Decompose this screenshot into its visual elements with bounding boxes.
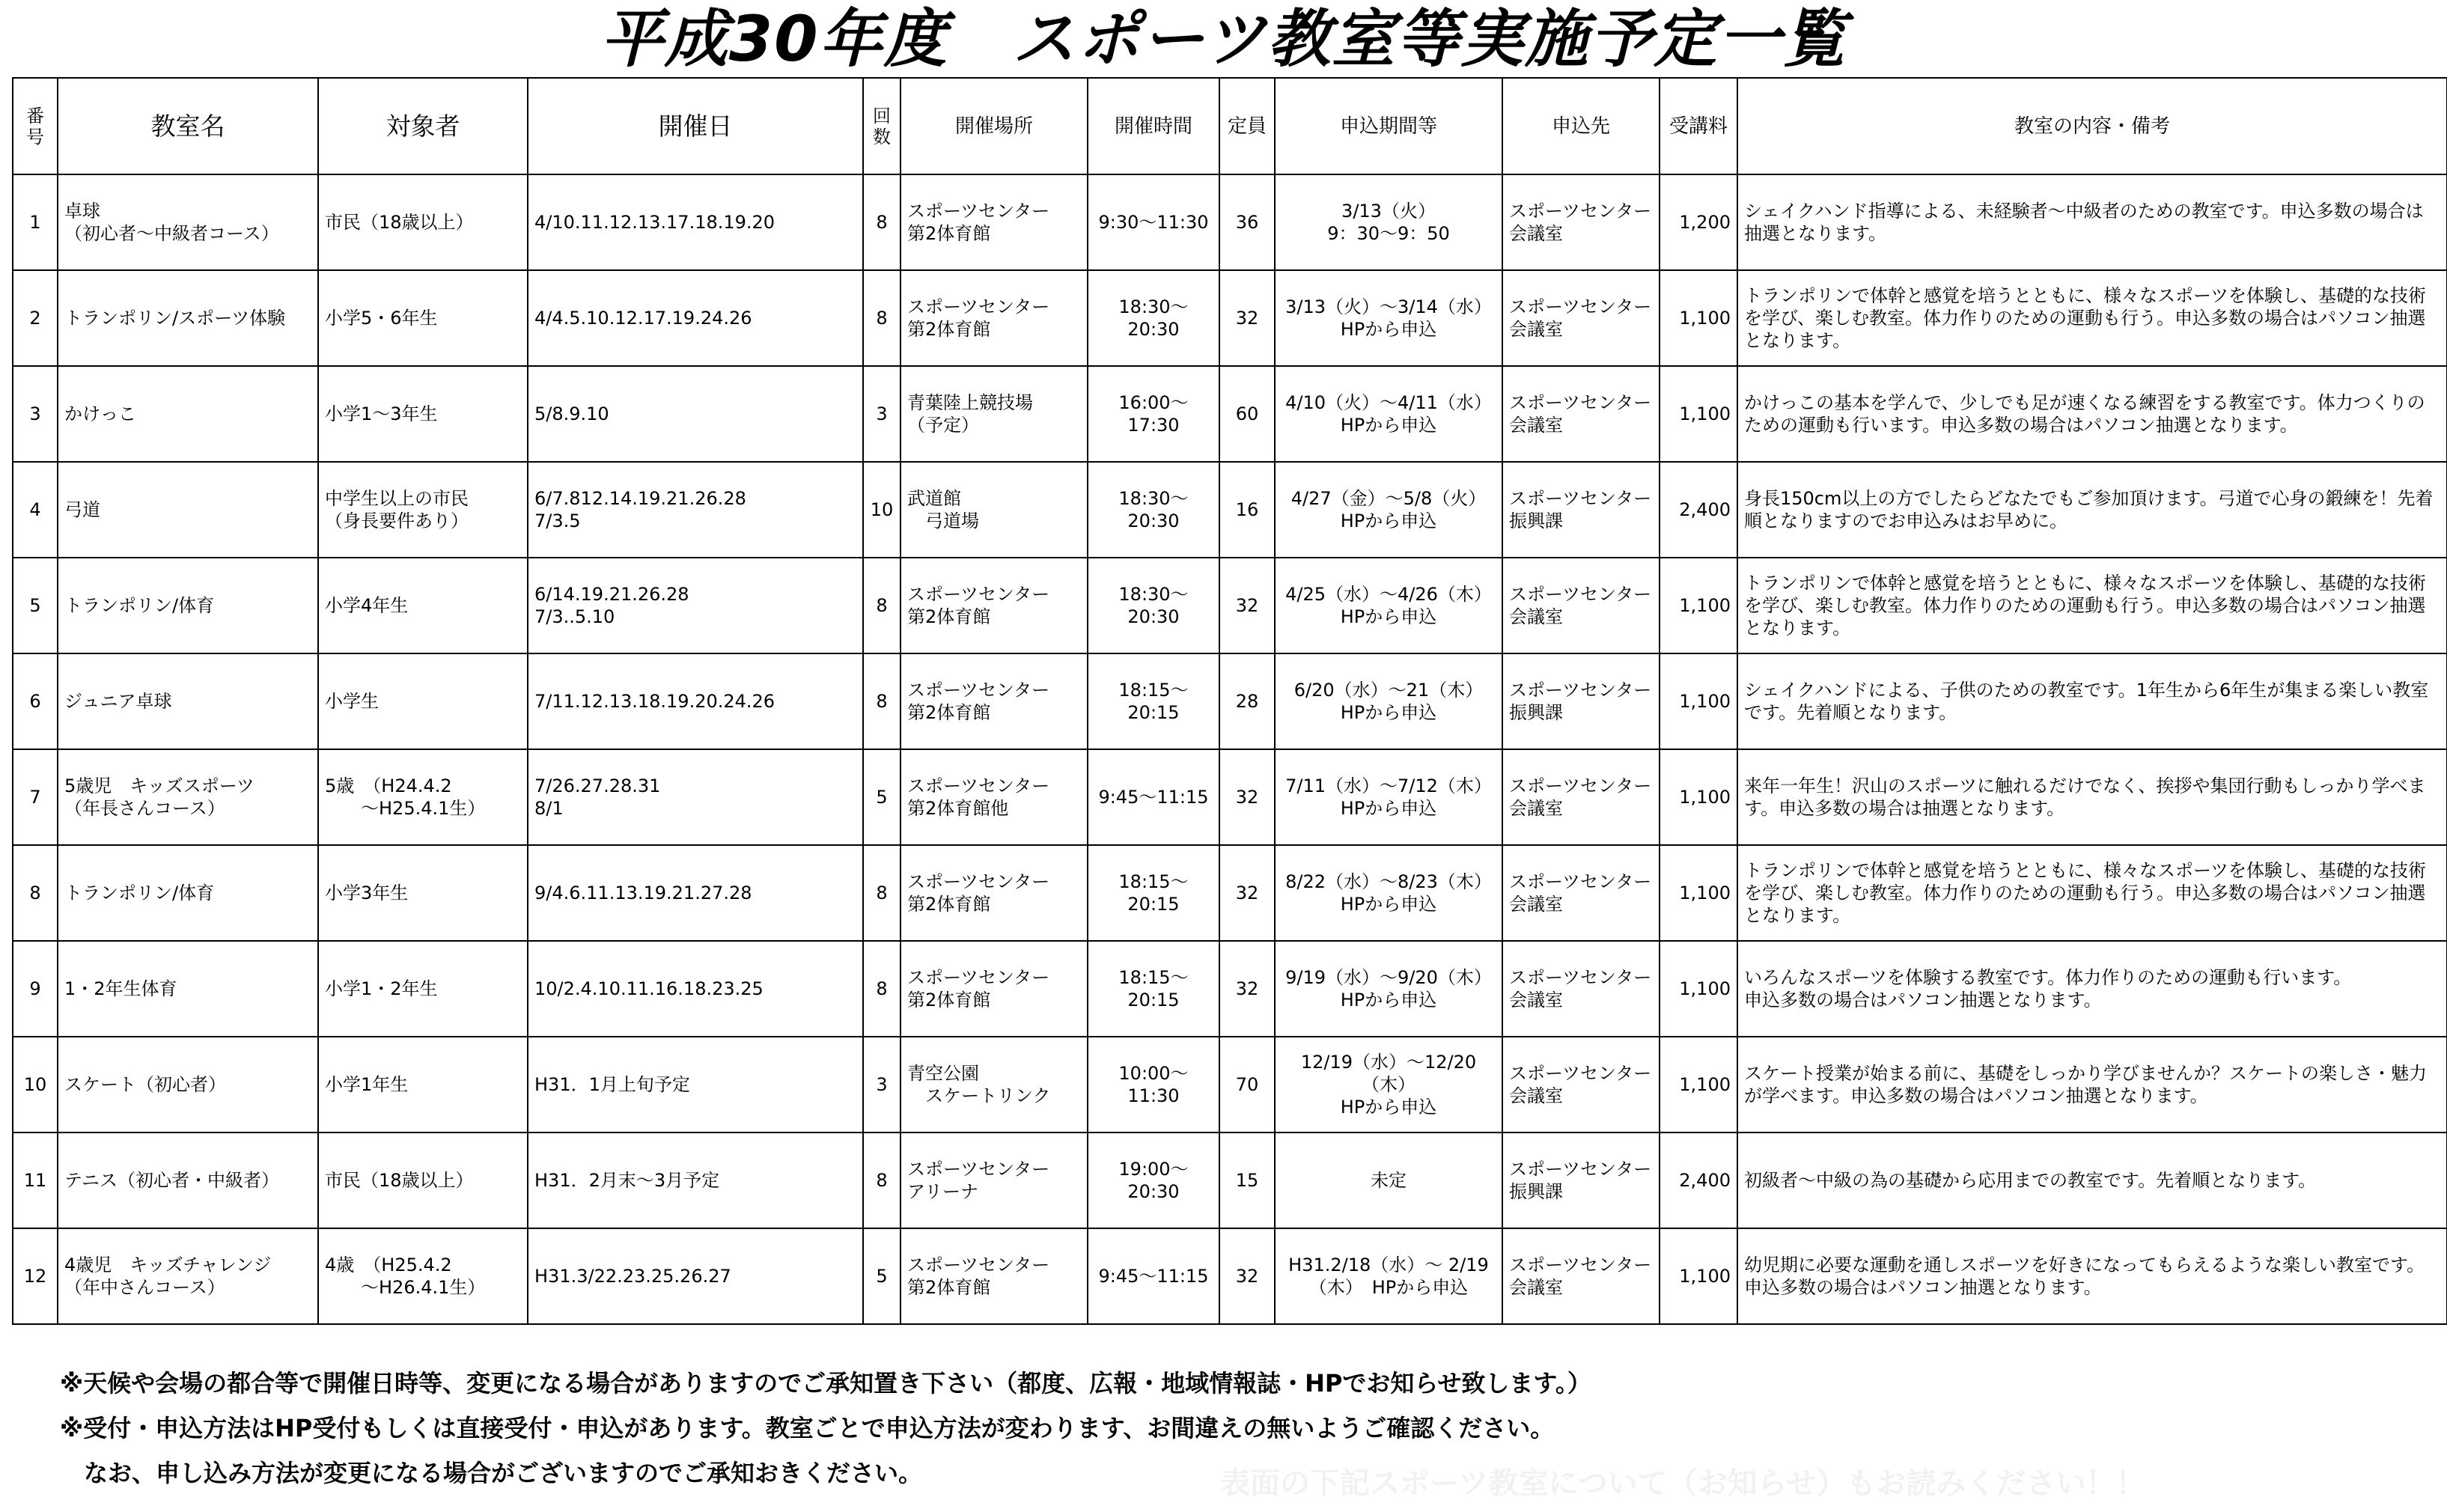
- cell-content: トランポリンで体幹と感覚を培うとともに、様々なスポーツを体験し、基礎的な技術を学び、楽しむ教室。体力作りのための運動も行う。申込多数の場合はパソコン抽選となります。: [1737, 845, 2447, 941]
- cell-content: 身長150cm以上の方でしたらどなたでもご参加頂けます。弓道で心身の鍛練を！先着順となりますのでお申込みはお早めに。: [1737, 462, 2447, 558]
- cell-hours: 9:45～11:15: [1088, 749, 1219, 845]
- footnote-3: なお、申し込み方法が変更になる場合がございますのでご承知おきください。: [60, 1459, 923, 1487]
- cell-dates: 7/11.12.13.18.19.20.24.26: [528, 653, 863, 749]
- cell-target: 小学5・6年生: [318, 270, 528, 366]
- table-row: [13, 749, 2447, 845]
- cell-venue: スポーツセンター 第2体育館: [901, 558, 1088, 653]
- cell-no: 3: [13, 366, 58, 462]
- cell-apply-period: 8/22（水）～8/23（木） HPから申込: [1275, 845, 1502, 941]
- cell-times: 8: [863, 653, 901, 749]
- cell-apply-to: スポーツセンター 会議室: [1502, 941, 1660, 1037]
- cell-venue: スポーツセンター 第2体育館: [901, 1228, 1088, 1324]
- cell-times: 8: [863, 941, 901, 1037]
- cell-no: 8: [13, 845, 58, 941]
- header-capacity: 定員: [1219, 78, 1275, 174]
- cell-name: トランポリン/スポーツ体験: [58, 270, 318, 366]
- cell-times: 8: [863, 845, 901, 941]
- cell-dates: 4/4.5.10.12.17.19.24.26: [528, 270, 863, 366]
- cell-fee: 1,100: [1660, 558, 1737, 653]
- cell-no: 7: [13, 749, 58, 845]
- cell-apply-to: スポーツセンター 振興課: [1502, 462, 1660, 558]
- table-row: [13, 1133, 2447, 1228]
- header-target: 対象者: [318, 78, 528, 174]
- cell-hours: 18:30～20:30: [1088, 462, 1219, 558]
- cell-capacity: 28: [1219, 653, 1275, 749]
- schedule-table: [12, 77, 2447, 1325]
- cell-times: 10: [863, 462, 901, 558]
- faint-notice-text: 表面の下記スポーツ教室について（お知らせ）もお読みください！！: [1220, 1466, 2146, 1501]
- cell-no: 5: [13, 558, 58, 653]
- cell-venue: スポーツセンター アリーナ: [901, 1133, 1088, 1228]
- cell-apply-to: スポーツセンター 会議室: [1502, 270, 1660, 366]
- cell-no: 2: [13, 270, 58, 366]
- cell-dates: H31．1月上旬予定: [528, 1037, 863, 1133]
- cell-times: 8: [863, 1133, 901, 1228]
- table-row: [13, 558, 2447, 653]
- cell-capacity: 32: [1219, 749, 1275, 845]
- cell-name: トランポリン/体育: [58, 845, 318, 941]
- cell-fee: 2,400: [1660, 1133, 1737, 1228]
- cell-venue: スポーツセンター 第2体育館: [901, 653, 1088, 749]
- cell-content: トランポリンで体幹と感覚を培うとともに、様々なスポーツを体験し、基礎的な技術を学び、楽しむ教室。体力作りのための運動も行う。申込多数の場合はパソコン抽選となります。: [1737, 270, 2447, 366]
- cell-name: 弓道: [58, 462, 318, 558]
- cell-times: 8: [863, 558, 901, 653]
- cell-fee: 2,400: [1660, 462, 1737, 558]
- cell-capacity: 32: [1219, 558, 1275, 653]
- cell-target: 市民（18歳以上）: [318, 174, 528, 270]
- table-row: [13, 270, 2447, 366]
- cell-times: 8: [863, 270, 901, 366]
- cell-apply-to: スポーツセンター 会議室: [1502, 366, 1660, 462]
- cell-hours: 9:45～11:15: [1088, 1228, 1219, 1324]
- table-row: [13, 366, 2447, 462]
- cell-apply-to: スポーツセンター 会議室: [1502, 558, 1660, 653]
- cell-times: 5: [863, 749, 901, 845]
- cell-dates: 7/26.27.28.31 8/1: [528, 749, 863, 845]
- cell-fee: 1,100: [1660, 1228, 1737, 1324]
- cell-target: 小学1・2年生: [318, 941, 528, 1037]
- cell-name: 4歳児 キッズチャレンジ （年中さんコース）: [58, 1228, 318, 1324]
- cell-target: 小学1～3年生: [318, 366, 528, 462]
- cell-apply-to: スポーツセンター 振興課: [1502, 1133, 1660, 1228]
- table-row: [13, 1228, 2447, 1324]
- cell-hours: 19:00～20:30: [1088, 1133, 1219, 1228]
- cell-target: 市民（18歳以上）: [318, 1133, 528, 1228]
- header-fee: 受講料: [1660, 78, 1737, 174]
- table-row: [13, 1037, 2447, 1133]
- cell-fee: 1,100: [1660, 1037, 1737, 1133]
- cell-apply-to: スポーツセンター 会議室: [1502, 749, 1660, 845]
- cell-fee: 1,100: [1660, 270, 1737, 366]
- cell-no: 10: [13, 1037, 58, 1133]
- cell-content: シェイクハンド指導による、未経験者～中級者のための教室です。申込多数の場合は抽選となります。: [1737, 174, 2447, 270]
- cell-dates: H31．2月末～3月予定: [528, 1133, 863, 1228]
- cell-name: 5歳児 キッズスポーツ （年長さんコース）: [58, 749, 318, 845]
- cell-fee: 1,100: [1660, 366, 1737, 462]
- cell-apply-to: スポーツセンター 会議室: [1502, 845, 1660, 941]
- cell-capacity: 70: [1219, 1037, 1275, 1133]
- cell-hours: 10:00～11:30: [1088, 1037, 1219, 1133]
- cell-no: 9: [13, 941, 58, 1037]
- cell-target: 4歳 （H25.4.2 ～H26.4.1生）: [318, 1228, 528, 1324]
- cell-venue: 武道館 弓道場: [901, 462, 1088, 558]
- cell-target: 小学1年生: [318, 1037, 528, 1133]
- cell-apply-period: 未定: [1275, 1133, 1502, 1228]
- cell-apply-period: 4/10（火）～4/11（水） HPから申込: [1275, 366, 1502, 462]
- cell-dates: 5/8.9.10: [528, 366, 863, 462]
- cell-name: かけっこ: [58, 366, 318, 462]
- cell-apply-to: スポーツセンター 会議室: [1502, 1037, 1660, 1133]
- cell-venue: スポーツセンター 第2体育館: [901, 270, 1088, 366]
- page-title: 平成30年度 スポーツ教室等実施予定一覧: [600, 2, 1847, 76]
- cell-hours: 9:30～11:30: [1088, 174, 1219, 270]
- cell-content: 来年一年生！沢山のスポーツに触れるだけでなく、挨拶や集団行動もしっかり学べます。申込多数の場合は抽選となります。: [1737, 749, 2447, 845]
- cell-content: 幼児期に必要な運動を通しスポーツを好きになってもらえるような楽しい教室です。申込多数の場合はパソコン抽選となります。: [1737, 1228, 2447, 1324]
- cell-apply-to: スポーツセンター 会議室: [1502, 174, 1660, 270]
- cell-apply-period: 3/13（火）～3/14（水） HPから申込: [1275, 270, 1502, 366]
- cell-capacity: 36: [1219, 174, 1275, 270]
- cell-apply-to: スポーツセンター 会議室: [1502, 1228, 1660, 1324]
- table-row: [13, 653, 2447, 749]
- table-row: [13, 462, 2447, 558]
- cell-no: 1: [13, 174, 58, 270]
- cell-apply-to: スポーツセンター 振興課: [1502, 653, 1660, 749]
- cell-content: シェイクハンドによる、子供のための教室です。1年生から6年生が集まる楽しい教室です。先着順となります。: [1737, 653, 2447, 749]
- cell-fee: 1,100: [1660, 749, 1737, 845]
- cell-capacity: 16: [1219, 462, 1275, 558]
- cell-content: いろんなスポーツを体験する教室です。体力作りのための運動も行います。 申込多数の場合はパソコン抽選となります。: [1737, 941, 2447, 1037]
- header-times: 回 数: [863, 78, 901, 174]
- cell-name: ジュニア卓球: [58, 653, 318, 749]
- footnote-2: ※受付・申込方法はHP受付もしくは直接受付・申込があります。教室ごとで申込方法が変わります、お間違えの無いようご確認ください。: [60, 1414, 1555, 1442]
- cell-apply-period: 4/27（金）～5/8（火） HPから申込: [1275, 462, 1502, 558]
- cell-dates: 10/2.4.10.11.16.18.23.25: [528, 941, 863, 1037]
- header-hours: 開催時間: [1088, 78, 1219, 174]
- header-dates: 開催日: [528, 78, 863, 174]
- header-no: 番 号: [13, 78, 58, 174]
- table-row: [13, 174, 2447, 270]
- cell-venue: 青葉陸上競技場 （予定）: [901, 366, 1088, 462]
- cell-target: 小学4年生: [318, 558, 528, 653]
- cell-name: テニス（初心者・中級者）: [58, 1133, 318, 1228]
- footnote-1: ※天候や会場の都合等で開催日時等、変更になる場合がありますのでご承知置き下さい（都度、広報・地域情報誌・HPでお知らせ致します。）: [60, 1369, 1591, 1397]
- header-venue: 開催場所: [901, 78, 1088, 174]
- cell-no: 4: [13, 462, 58, 558]
- cell-hours: 18:15～20:15: [1088, 845, 1219, 941]
- cell-dates: 6/14.19.21.26.28 7/3..5.10: [528, 558, 863, 653]
- cell-times: 5: [863, 1228, 901, 1324]
- cell-no: 11: [13, 1133, 58, 1228]
- header-row: [13, 78, 2447, 174]
- cell-apply-period: 3/13（火） 9：30～9：50: [1275, 174, 1502, 270]
- cell-hours: 18:30～20:30: [1088, 558, 1219, 653]
- cell-apply-period: 9/19（水）～9/20（木） HPから申込: [1275, 941, 1502, 1037]
- cell-fee: 1,100: [1660, 941, 1737, 1037]
- cell-capacity: 32: [1219, 845, 1275, 941]
- cell-dates: 9/4.6.11.13.19.21.27.28: [528, 845, 863, 941]
- header-apply-to: 申込先: [1502, 78, 1660, 174]
- cell-target: 中学生以上の市民 （身長要件あり）: [318, 462, 528, 558]
- cell-apply-period: 12/19（水）～12/20（木） HPから申込: [1275, 1037, 1502, 1133]
- cell-target: 小学3年生: [318, 845, 528, 941]
- cell-venue: スポーツセンター 第2体育館: [901, 174, 1088, 270]
- cell-name: 卓球 （初心者～中級者コース）: [58, 174, 318, 270]
- cell-capacity: 15: [1219, 1133, 1275, 1228]
- cell-fee: 1,100: [1660, 845, 1737, 941]
- cell-target: 5歳 （H24.4.2 ～H25.4.1生）: [318, 749, 528, 845]
- cell-dates: 6/7.812.14.19.21.26.28 7/3.5: [528, 462, 863, 558]
- cell-venue: スポーツセンター 第2体育館: [901, 941, 1088, 1037]
- cell-fee: 1,200: [1660, 174, 1737, 270]
- cell-dates: 4/10.11.12.13.17.18.19.20: [528, 174, 863, 270]
- cell-content: 初級者～中級の為の基礎から応用までの教室です。先着順となります。: [1737, 1133, 2447, 1228]
- cell-capacity: 60: [1219, 366, 1275, 462]
- cell-capacity: 32: [1219, 270, 1275, 366]
- cell-no: 12: [13, 1228, 58, 1324]
- table-row: [13, 845, 2447, 941]
- cell-venue: 青空公園 スケートリンク: [901, 1037, 1088, 1133]
- header-name: 教室名: [58, 78, 318, 174]
- cell-times: 3: [863, 1037, 901, 1133]
- cell-venue: スポーツセンター 第2体育館: [901, 845, 1088, 941]
- cell-content: スケート授業が始まる前に、基礎をしっかり学びませんか？スケートの楽しさ・魅力が学べます。申込多数の場合はパソコン抽選となります。: [1737, 1037, 2447, 1133]
- cell-venue: スポーツセンター 第2体育館他: [901, 749, 1088, 845]
- cell-times: 8: [863, 174, 901, 270]
- cell-capacity: 32: [1219, 941, 1275, 1037]
- cell-target: 小学生: [318, 653, 528, 749]
- cell-capacity: 32: [1219, 1228, 1275, 1324]
- cell-hours: 18:15～20:15: [1088, 653, 1219, 749]
- table-row: [13, 941, 2447, 1037]
- cell-name: スケート（初心者）: [58, 1037, 318, 1133]
- cell-apply-period: 4/25（水）～4/26（木） HPから申込: [1275, 558, 1502, 653]
- cell-content: トランポリンで体幹と感覚を培うとともに、様々なスポーツを体験し、基礎的な技術を学び、楽しむ教室。体力作りのための運動も行う。申込多数の場合はパソコン抽選となります。: [1737, 558, 2447, 653]
- cell-apply-period: 7/11（水）～7/12（木） HPから申込: [1275, 749, 1502, 845]
- cell-content: かけっこの基本を学んで、少しでも足が速くなる練習をする教室です。体力つくりのための運動も行います。申込多数の場合はパソコン抽選となります。: [1737, 366, 2447, 462]
- cell-name: 1・2年生体育: [58, 941, 318, 1037]
- cell-name: トランポリン/体育: [58, 558, 318, 653]
- cell-apply-period: 6/20（水）～21（木） HPから申込: [1275, 653, 1502, 749]
- cell-apply-period: H31.2/18（水）～ 2/19 （木） HPから申込: [1275, 1228, 1502, 1324]
- cell-times: 3: [863, 366, 901, 462]
- cell-hours: 16:00～17:30: [1088, 366, 1219, 462]
- header-content: 教室の内容・備考: [1737, 78, 2447, 174]
- cell-no: 6: [13, 653, 58, 749]
- cell-fee: 1,100: [1660, 653, 1737, 749]
- cell-hours: 18:15～20:15: [1088, 941, 1219, 1037]
- header-apply-period: 申込期間等: [1275, 78, 1502, 174]
- cell-dates: H31.3/22.23.25.26.27: [528, 1228, 863, 1324]
- cell-hours: 18:30～20:30: [1088, 270, 1219, 366]
